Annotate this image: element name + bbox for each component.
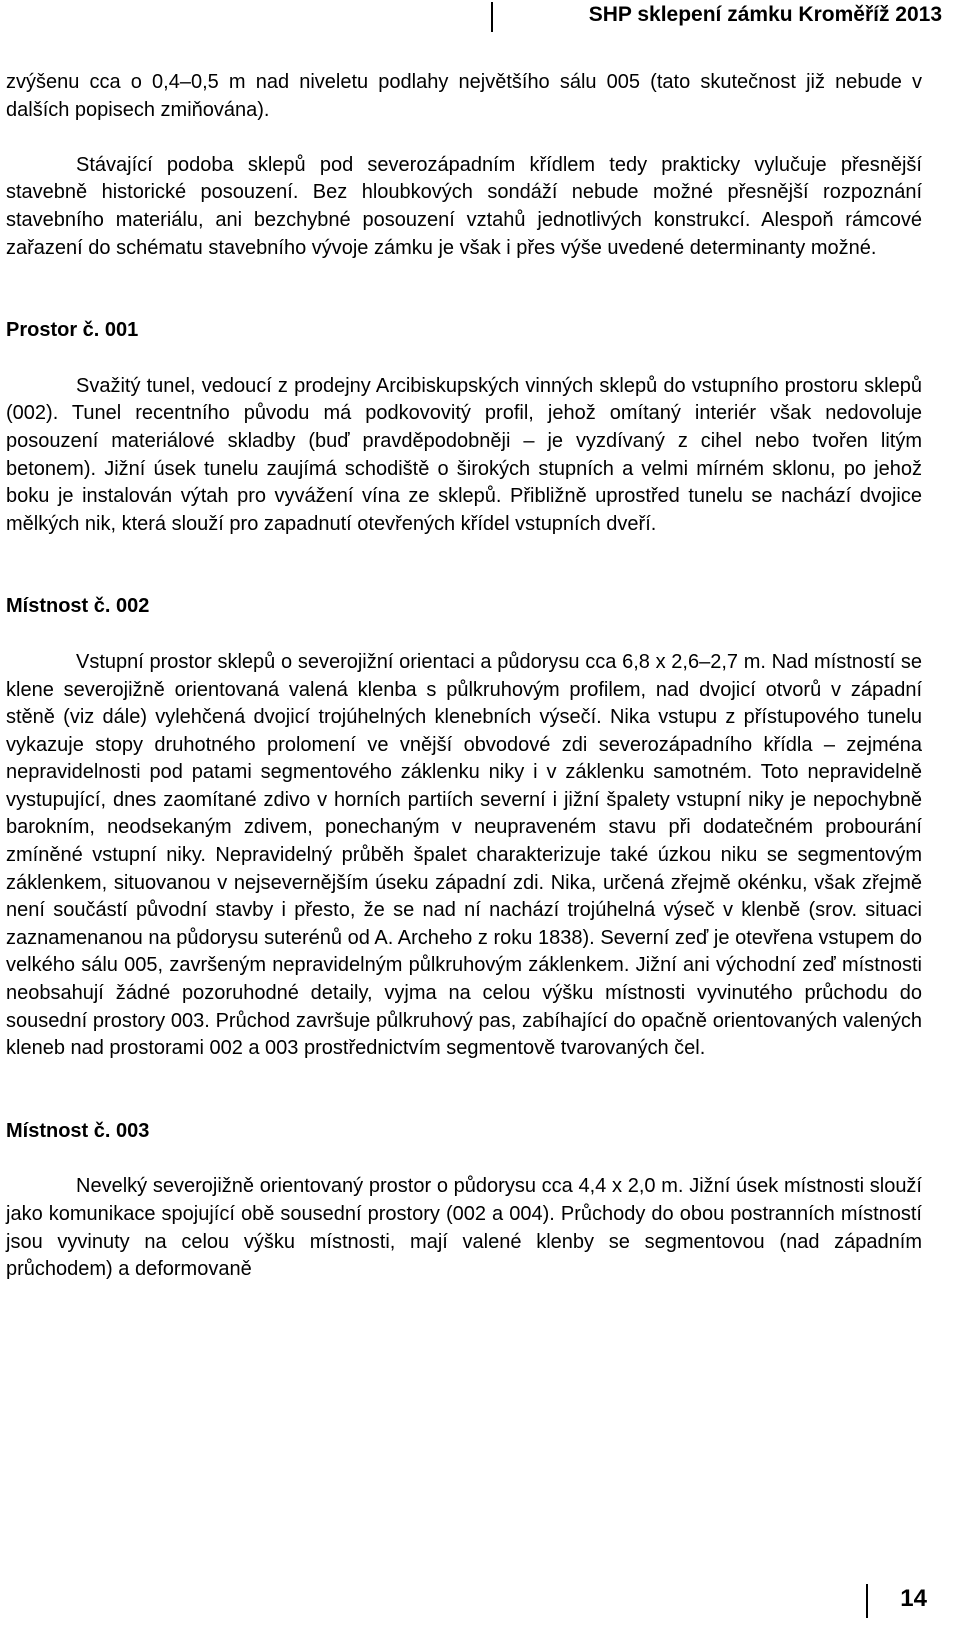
page-number: 14 [900, 1585, 927, 1612]
paragraph-intro: Stávající podoba sklepů pod severozápadním křídlem tedy prakticky vylučuje přesnější stavebně historické posouzení. Bez hloubkových sondáží nebude možné přesnější rozpoznání stavebního materiálu, ani bezchybné posouzení vztahů jednotlivých konstrukcí. Alespoň rámcové zařazení do schématu stavebního vývoje zámku je však i přes výše uvedené determinanty možné. [6, 153, 922, 259]
section-heading-001: Prostor č. 001 [6, 319, 139, 342]
footer-divider [866, 1584, 868, 1618]
page-content [6, 69, 922, 1284]
section-heading-003: Místnost č. 003 [6, 1119, 150, 1142]
header-divider [491, 2, 493, 32]
section-text-003: Nevelký severojižně orientovaný prostor o půdorysu cca 4,4 x 2,0 m. Jižní úsek místnosti slouží jako komunikace spojující obě sousední prostory (002 a 004). Průchody do obou postranních místností jsou vyvinuty na celou výšku místnosti, mají valené klenby se segmentovou (nad západním průchodem) a deformovaně [6, 1175, 922, 1281]
section-text-001: Svažitý tunel, vedoucí z prodejny Arcibiskupských vinných sklepů do vstupního prostoru sklepů (002). Tunel recentního původu má podkovovitý profil, jehož omítaný interiér však nedovoluje posouzení materiálové skladby (buď pravděpodobněji – je vyzdívaný z cihel nebo tvořen litým betonem). Jižní úsek tunelu zaujímá schodiště o širokých stupních a velmi mírném sklonu, po jehož boku je instalován výtah pro vyvážení vína ze sklepů. Přibližně uprostřed tunelu se nachází dvojice mělkých nik, která slouží pro zapadnutí otevřených křídel vstupních dveří. [6, 374, 922, 535]
document-title: SHP sklepení zámku Kroměříž 2013 [588, 3, 942, 26]
section-heading-002: Místnost č. 002 [6, 595, 150, 618]
paragraph-continuation: zvýšenu cca o 0,4–0,5 m nad niveletu podlahy největšího sálu 005 (tato skutečnost již nebude v dalších popisech zmiňována). [6, 71, 922, 121]
page-footer [0, 1580, 960, 1626]
page-header [0, 0, 960, 40]
section-text-002: Vstupní prostor sklepů o severojižní orientaci a půdorysu cca 6,8 x 2,6–2,7 m. Nad místností se klene severojižně orientovaná valená klenba s půlkruhovým profilem, nad dvojicí otvorů v západní stěně (viz dále) vylehčená dvojicí trojúhelných klenebních výsečí. Nika vstupu z přístupového tunelu vykazuje stopy druhotného prolomení ve vnější obvodové zdi severozápadního křídla – zejména nepravidelnosti pod patami segmentového záklenku niky i v záklenku samotném. Toto nepravidelně vystupující, dnes zaomítané zdivo v horních partiích severní i jižní špalety vstupní niky je nepochybně barokním, neodsekaným zdivem, ponechaným v neupraveném stavu při dodatečném probourání zmíněné vstupní niky. Nepravidelný průběh špalet charakterizuje také úzkou niku se segmentovým záklenkem, situovanou v nejsevernějším úseku západní zdi. Nika, určená zřejmě okénku, však zřejmě není součástí původní stavby i přesto, že se nad ní nachází trojúhelná výseč v klenbě (srov. situaci zaznamenanou na půdorysu suterénů od A. Archeho z roku 1838). Severní zeď je otevřena vstupem do velkého sálu 005, završeným nepravidelným půlkruhovým záklenkem. Jižní ani východní zeď místnosti neobsahují žádné pozoruhodné detaily, vyjma na celou výšku místnosti vyvinutého průchodu do sousední prostory 003. Průchod završuje půlkruhový pas, zabíhající do opačně orientovaných valených kleneb nad prostorami 002 a 003 prostřednictvím segmentově tvarovaných čel. [6, 650, 922, 1060]
